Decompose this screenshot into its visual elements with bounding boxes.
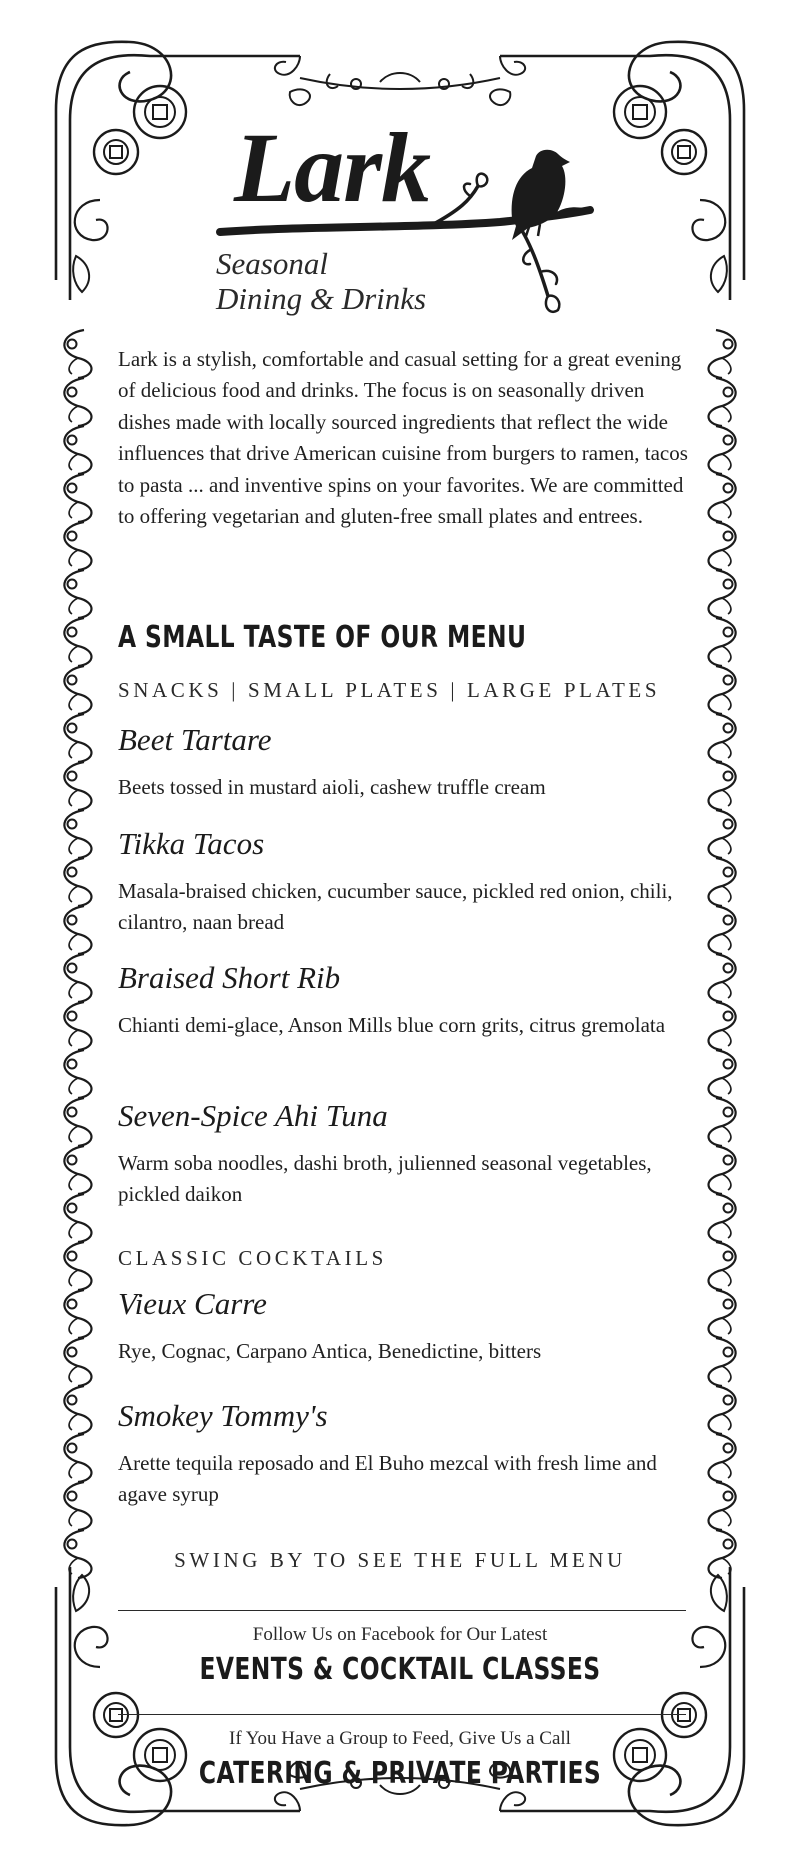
menu-item-name: Braised Short Rib (118, 960, 341, 995)
menu-item-name: Tikka Tacos (118, 826, 265, 861)
cocktail-name: Vieux Carre (118, 1286, 267, 1321)
cocktail-description: Arette tequila reposado and El Buho mezcal with fresh lime and agave syrup (118, 1451, 657, 1506)
facebook-lead: Follow Us on Facebook for Our Latest (252, 1624, 548, 1645)
top-scroll-ornament-icon (275, 56, 525, 105)
menu-item-description: Beets tossed in mustard aioli, cashew truffle cream (118, 775, 546, 799)
menu-item-name: Seven-Spice Ahi Tuna (118, 1098, 388, 1133)
brand-wordmark: Lark (234, 112, 430, 223)
brand-tagline-line2: Dining & Drinks (216, 281, 427, 316)
catering-lead: If You Have a Group to Feed, Give Us a Call (229, 1728, 571, 1749)
cocktails-heading: CLASSIC COCKTAILS (118, 1246, 387, 1270)
full-menu-note: SWING BY TO SEE THE FULL MENU (174, 1548, 626, 1572)
bird-icon (512, 150, 570, 240)
catering-cta: CATERING & PRIVATE PARTIES (198, 1756, 602, 1791)
cocktail-description: Rye, Cognac, Carpano Antica, Benedictine, bitters (118, 1339, 542, 1363)
menu-item-description: Warm soba noodles, dashi broth, julienned seasonal vegetables, pickled daikon (118, 1151, 652, 1206)
menu-item-description: Masala-braised chicken, cucumber sauce, pickled red onion, chili, cilantro, naan bread (118, 879, 673, 934)
menu-item-description: Chianti demi-glace, Anson Mills blue corn grits, citrus gremolata (118, 1013, 666, 1037)
menu-heading: A SMALL TASTE OF OUR MENU (118, 620, 527, 655)
food-categories: SNACKS | SMALL PLATES | LARGE PLATES (118, 678, 661, 702)
facebook-cta: EVENTS & COCKTAIL CLASSES (199, 1652, 601, 1687)
right-vine-border-icon (709, 330, 736, 1578)
menu-item-name: Beet Tartare (118, 722, 272, 757)
left-vine-border-icon (64, 330, 91, 1578)
divider (118, 1610, 686, 1611)
divider (118, 1714, 686, 1715)
intro-paragraph: Lark is a stylish, comfortable and casual setting for a great evening of delicious food and drinks. The focus is on seasonally driven dishes made with locally sourced ingredients that reflect the wide influences that drive American cuisine from burgers to ramen, tacos to pasta ... and inventive spins on your favorites. We are committed to offering vegetarian and gluten-free small plates and entrees. (118, 347, 688, 529)
brand-tagline-line1: Seasonal (216, 246, 328, 281)
cocktail-name: Smokey Tommy's (118, 1398, 328, 1433)
